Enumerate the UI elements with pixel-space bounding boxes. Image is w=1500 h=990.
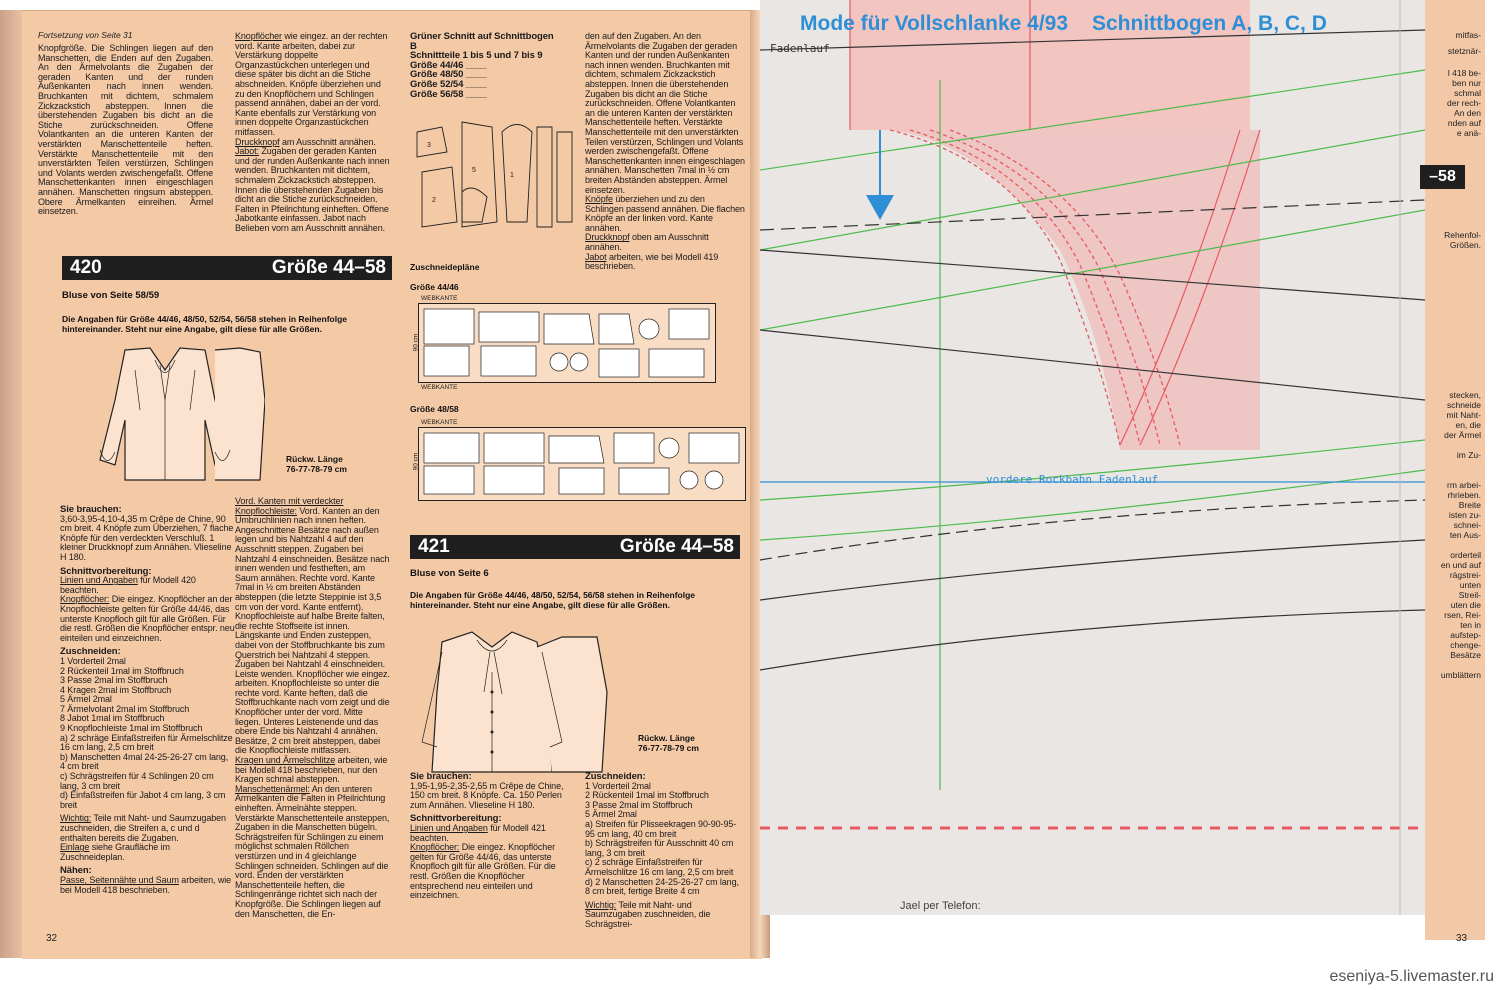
strip-fragment: orderteil: [1450, 550, 1481, 560]
cut-421-item: 3 Passe 2mal im Stoffbruch: [585, 799, 693, 810]
continuation-note: Fortsetzung von Seite 31: [38, 30, 133, 40]
strip-fragment: rägstrei-: [1449, 570, 1481, 580]
einlage-label: Einlage: [60, 842, 90, 853]
green-head: Grüner Schnitt auf Schnittbogen B: [410, 31, 554, 52]
sew-text: arbeiten, wie bei Modell 418 beschrieben.: [60, 874, 232, 895]
c2-p6-label: Manschettenärmel:: [235, 783, 310, 794]
strip-fragment: nden auf: [1447, 118, 1481, 128]
strip-fragment: der rech-: [1446, 98, 1481, 108]
model-421-size-note: Die Angaben für Größe 44/46, 48/50, 52/54, 56/58 stehen in Reihenfolge hintereinander. Steht nur eine Angabe, gilt diese für alle Größen.: [410, 590, 696, 610]
model-421-text: [410, 772, 575, 905]
strip-fragment: rm arbei-: [1446, 480, 1481, 490]
c2-p4: Vord. Kanten an den Umbruchlinien nach innen heften. Angeschnittene Besätze nach außen legen und bis Nahtzahl 4 auf den Ausschnitt steppen. Zugaben bei Nahtzahl 4 einschneiden. Besätze nach innen wenden und festheften, am Saum annähen. Rechte vord. Kante 7mal in ½ cm breiten Abständen absteppen (die letzte Steppinie ist 3,5 cm von der vord. Kante entfernt). Knopflochleiste auf halbe Breite falten, die rechte Stoffseite ist innen. Längskante und Enden zusteppen, dabei von der Stoffbruchkante bis zum Querstrich bei Nahtzahl 4 steppen. Zugaben bei Nahtzahl 4 einschneiden. Leiste wenden. Knopflöcher wie eingez. arbeiten. Knopflochleiste so unter die rechte vord. Kante heften, daß die Stoffbruchkante nach vorn zeigt und die Knopflöcher unter der vord. Mitte liegen. Unteres Leistenende und das obere Ende bis Nahtzahl 4 annähen. Besätze, 2 cm breit absteppen, dabei die Knopflochleiste mitfassen.: [235, 505, 390, 756]
cutting-layout-1-pieces: [419, 304, 715, 382]
cutting-layout-2: [412, 419, 746, 501]
c2-p5-label: Kragen und Ärmelschlitze: [235, 755, 336, 766]
strip-fragment: rhrieben.: [1447, 490, 1481, 500]
green-pattern-info: Grüner Schnitt auf Schnittbogen B Schnittteile 1 bis 5 und 7 bis 9 Größe 44/46 ____ Größe 48/50 ____ Größe 52/54 ____ Größe 56/58 ____: [410, 31, 554, 100]
buttonholes-421-label: Knopflöcher:: [410, 842, 460, 853]
svg-text:1: 1: [510, 172, 514, 179]
strip-fragment: aufstep-: [1450, 630, 1481, 640]
prep-421-link: Linien und Angaben: [410, 822, 488, 833]
c4-jabot: arbeiten, wie bei Modell 419 beschrieben.: [585, 251, 719, 272]
c2-p4-label: Vord. Kanten mit verdeckter Knopflochleiste:: [235, 496, 344, 516]
buttonholes-421-text: Die eingez. Knopflöcher gelten für Größe 44/46, das unterste Knopfloch gilt für alle Größen. Für die restl. Größen die Knopflöcher entsprechend neu einteilen und einzeichnen.: [410, 842, 556, 901]
prep-421-heading: Schnittvorbereitung:: [410, 813, 502, 825]
cut-item: d) Einfaßstreifen für Jabot 4 cm lang, 3 cm breit: [60, 790, 226, 810]
important-label: Wichtig:: [60, 813, 92, 824]
strip-fragment: An den: [1454, 108, 1481, 118]
strip-fragment: isten zu-: [1448, 510, 1481, 520]
strip-fragment: Besätze: [1450, 650, 1481, 660]
strip-fragment: mitfas-: [1455, 30, 1481, 40]
strip-fragment: ten Aus-: [1449, 530, 1481, 540]
strip-fragment: Größen.: [1449, 240, 1481, 250]
cut-item: 8 Jabot 1mal im Stoffbruch: [60, 713, 165, 724]
strip-fragment: schneide: [1446, 400, 1481, 410]
cut-421-item: a) Streifen für Plisseekragen 90-90-95-95 cm lang, 40 cm breit: [585, 818, 737, 839]
cut-item: 5 Ärmel 2mal: [60, 694, 112, 705]
buttonholes-text: Die eingez. Knopflöcher an der Knopflochleiste gelten für Größe 44/46, das unterste Knopfloch gilt für alle Größen. Für die restl. Größen die Knopflöcher entspr. neu einteilen und einzeichnen.: [60, 594, 235, 643]
cut-item: 1 Vorderteil 2mal: [60, 655, 126, 666]
page-number-right: 33: [1456, 933, 1468, 944]
strip-fragment: schnei-: [1453, 520, 1481, 530]
column-4-bottom: [585, 772, 745, 934]
strip-fragment: ten in: [1460, 620, 1481, 630]
prep-heading: Schnittvorbereitung:: [60, 565, 152, 577]
c4-druck-label: Druckknopf: [585, 232, 630, 243]
size-48: Größe 48/50: [410, 69, 464, 81]
strip-fragment: im Zu-: [1456, 450, 1481, 460]
cut-item: 3 Passe 2mal im Stoffbruch: [60, 675, 168, 686]
strip-fragment: ben nur: [1452, 78, 1481, 88]
needs-421-text: 1,95-1,95-2,35-2,55 m Crêpe de Chine, 150 cm breit. 8 Knöpfe. Ca. 150 Perlen zum Annähen. Vlieseline H 180.: [410, 780, 564, 810]
strip-fragment: Streil-: [1458, 590, 1481, 600]
strip-fragment: stecken,: [1449, 390, 1481, 400]
cut-item: 7 Ärmelvolant 2mal im Stoffbruch: [60, 703, 190, 714]
c2-p2-label: Druckknopf: [235, 136, 280, 147]
svg-text:5: 5: [472, 167, 476, 174]
svg-text:2: 2: [432, 197, 436, 204]
model-420-subtitle: Bluse von Seite 58/59: [62, 290, 160, 301]
left-page-edge: [0, 10, 22, 958]
needs-heading: Sie brauchen:: [60, 504, 122, 515]
cut-item: c) Schrägstreifen für 4 Schlingen 20 cm lang, 3 cm breit: [60, 771, 214, 791]
cut-421-heading: Zuschneiden:: [585, 771, 646, 782]
pattern-sheet-drawing: [760, 0, 1425, 915]
model-420-back-length: 76-77-78-79 cm: [286, 464, 347, 474]
watermark: eseniya-5.livemaster.ru: [1329, 968, 1494, 985]
model-420-text: [60, 505, 235, 899]
c2-p2: am Ausschnitt annähen.: [281, 136, 376, 147]
cut-421-item: 5 Ärmel 2mal: [585, 809, 637, 820]
model-420-size: Größe 44–58: [271, 257, 386, 278]
webkante-label: WEBKANTE: [421, 419, 458, 426]
pattern-sheet: [760, 0, 1425, 915]
strip-fragment: unten: [1459, 580, 1481, 590]
sew-link: Passe, Seitennähte und Saum: [60, 874, 179, 885]
important-text: Teile mit Naht- und Saumzugaben zuschneiden, die Streifen a, c und d enthalten bereits die Zugaben.: [60, 813, 226, 843]
c4-knopfe-label: Knöpfe: [585, 194, 613, 205]
page-number-left: 32: [46, 933, 58, 944]
model-421-number: 421: [418, 536, 450, 557]
cut-421-item: d) 2 Manschetten 24-25-26-27 cm lang, 8 cm breit, fertige Breite 4 cm: [585, 876, 739, 897]
cutting-layout-1: [412, 295, 716, 391]
strip-fragment: schmal: [1454, 88, 1481, 98]
strip-fragment: der Ärmel: [1444, 430, 1481, 440]
strip-fragment: chenge-: [1450, 640, 1481, 650]
svg-text:3: 3: [427, 142, 431, 149]
strip-fragment: Breite: [1458, 500, 1481, 510]
webkante-label: WEBKANTE: [421, 384, 458, 391]
c2-p3-label: Jabot:: [235, 146, 259, 157]
important-421-text: Teile mit Naht- und Saumzugaben zuschneiden, die Schrägstrei-: [585, 899, 711, 929]
column-4-top: [585, 32, 745, 276]
c2-p1: wie eingez. an der rechten vord. Kante arbeiten, dabei zur Verstärkung doppelte Organzastückchen unterlegen und diese später bis dicht an die Stiche abschneiden. Knöpfe überziehen und zu den Knopflöchern und Schlingen passend annähen, dabei an der vord. Kante ebenfalls zur Verstärkung von innen doppelte Organzastückchen mitfassen.: [235, 31, 388, 137]
strip-fragment: umblättern: [1440, 670, 1481, 680]
c2-p3: Zugaben der geraden Kanten und der runden Außenkante nach innen wenden. Bruchkanten mit dichtem, schmalem Zickzackstich absteppen. Innen die überstehenden Zugaben bis dicht an die Stiche zurückschneiden. Falten in Pfeilrichtung einheften. Offene Jabotkante einfassen. Jabot nach Belieben vorn am Ausschnitt annähen.: [235, 146, 390, 233]
strip-fragment: e anä-: [1456, 128, 1481, 138]
sheet-title: Mode für Vollschlanke 4/93: [800, 12, 1069, 35]
width-label: 90 cm: [412, 333, 420, 352]
strip-fragment: l 418 be-: [1447, 68, 1481, 78]
cut-heading: Zuschneiden:: [60, 646, 121, 658]
cut-item: b) Manschetten 4mal 24-25-26-27 cm lang, 4 cm breit: [60, 751, 229, 772]
c2-p6: An den unteren Ärmelkanten die Falten in Pfeilrichtung einheften. Ärmelnähte steppen. Verstärkte Manschettenteile ansteppen, Zugaben in die Manschetten bügeln. Schrägstreifen für Schlingen zu einem möglichst schmalen Röllchen verstürzen und in 4 gleichlange Schlingen schneiden. Schlingen auf die vord. Enden der verstärkten Manschettenteile heften, die Schlingenränge richtet sich nach der Knopfgröße. Die Schlingen liegen auf den Manschetten, die En-: [235, 783, 390, 919]
cut-item: 9 Knopflochleiste 1mal im Stoffbruch: [60, 723, 203, 734]
c4-top: den auf den Zugaben. An den Ärmelvolants die Zugaben der geraden Kanten und der runden Außenkanten nach innen wenden. Bruchkanten mit dichtem, schmalem Zickzackstich absteppen. Innen die überstehenden Zugaben bis dicht an die Stiche zurückschneiden. Offene Volantkanten an die unteren Kanten der verstärkten Manschettenteile heften. Verstärkte Manschettenteile mit den unverstärkten Teilen verstürzen, Schlingen und Volants werden zwischengefaßt. Offene Manschettenkanten innen eingeschlagen annähen. Manschetten 7mal in ½ cm breiten Abständen absteppen. Ärmel einsetzen.: [585, 31, 745, 195]
c4-druck: oben am Ausschnitt annähen.: [585, 232, 709, 253]
model-421-back-length: 76-77-78-79 cm: [638, 743, 699, 753]
plans-heading: Zuschneidepläne: [410, 262, 480, 272]
width-label: 90 cm: [412, 452, 420, 471]
cut-421-item: 1 Vorderteil 2mal: [585, 780, 651, 791]
plan1-label: Größe 44/46: [410, 282, 459, 292]
prep-link: Linien und Angaben: [60, 575, 138, 586]
strip-fragment: uten die: [1450, 600, 1481, 610]
cutting-layout-2-pieces: [419, 428, 745, 500]
bottom-text: Jael per Telefon:: [900, 900, 981, 912]
needs-text: 3,60-3,95-4,10-4,35 m Crêpe de Chine, 90 cm breit. 4 Knöpfe zum Überziehen, 7 flache Knöpfe für den verdeckten Verschluß. 1 kleiner Druckknopf zum Annähen. Vlieseline H 180.: [60, 513, 234, 562]
model-421-back-length-label: Rückw. Länge: [638, 733, 695, 743]
col1-text: Knopfgröße. Die Schlingen liegen auf den Manschetten, die Enden auf den Zugaben. An den Ärmelvolants die Zugaben der geraden Kanten und der runden Außenkanten nach innen wenden. Bruchkanten mit dichtem, schmalem Zickzackstich absteppen. Innen die überstehenden Zugaben bis dicht an die Stiche zurückschneiden. Offene Volantkanten an die unteren Kanten der verstärkten Manschettenteile heften. Verstärkte Manschettenteile mit den unverstärkten Teilen verstürzen, Schlingen und Volants werden zwischengefaßt. Offene Manschettenkanten innen eingeschlagen annähen. Manschetten ringsum absteppen. Obere Ärmelkanten einreihen. Ärmel einsetzen.: [38, 43, 213, 217]
model-421-header: [410, 535, 740, 559]
cut-421-item: b) Schrägstreifen für Ausschnitt 40 cm lang, 3 cm breit: [585, 838, 734, 858]
sew-heading: Nähen:: [60, 865, 92, 877]
model-420-back-length-label: Rückw. Länge: [286, 454, 343, 464]
right-strip-text: [1425, 30, 1483, 700]
model-420-header: [62, 256, 392, 280]
strip-fragment: stetznär-: [1447, 46, 1481, 56]
column-2-bottom: [235, 497, 390, 923]
green-parts: Schnittteile 1 bis 5 und 7 bis 9: [410, 50, 543, 62]
cut-421-item: c) 2 schräge Einfaßstreifen für Ärmelschlitze 16 cm lang, 2,5 cm breit: [585, 857, 734, 877]
pattern-pieces-diagram: [412, 112, 577, 237]
c2-p1-label: Knopflöcher: [235, 31, 282, 41]
size-56: Größe 56/58: [410, 88, 464, 100]
cut-item: a) 2 schräge Einfaßstreifen für Ärmelschlitze 16 cm lang, 2,5 cm breit: [60, 732, 233, 753]
size-44: Größe 44/46: [410, 59, 464, 71]
fadenlauf-label: Fadenlauf: [770, 42, 830, 55]
cut-item: 2 Rückenteil 1mal im Stoffbruch: [60, 665, 184, 676]
size-52: Größe 52/54: [410, 78, 464, 90]
strip-fragment: rsen, Rei-: [1444, 610, 1481, 620]
einlage-text: siehe Graufläche im Zuschneideplan.: [60, 842, 170, 862]
c4-knopfe: überziehen und zu den Schlingen passend annähen. Die flachen Knöpfe an der linken vord. Kante annähen.: [585, 194, 745, 233]
rockbahn-label: vordere Rockbahn Fadenlauf: [986, 473, 1159, 486]
model-420-size-note: Die Angaben für Größe 44/46, 48/50, 52/54, 56/58 stehen in Reihenfolge hintereinander. Steht nur eine Angabe, gilt diese für alle Größen.: [62, 314, 348, 334]
sheet-title-2: Schnittbogen A, B, C, D: [1092, 12, 1327, 35]
column-2-top: [235, 32, 390, 237]
c4-jabot-label: Jabot: [585, 251, 607, 262]
blouse-420-sketch: [65, 340, 265, 485]
buttonholes-label: Knopflöcher:: [60, 594, 110, 605]
model-421-size: Größe 44–58: [619, 536, 734, 557]
prep-421-text: für Modell 421 beachten.: [410, 822, 546, 843]
plan2-label: Größe 48/58: [410, 404, 459, 414]
strip-fragment: mit Naht-: [1446, 410, 1481, 420]
prep-text: für Modell 420 beachten.: [60, 575, 196, 595]
important-421-label: Wichtig:: [585, 899, 617, 910]
column-1-top: [38, 44, 213, 221]
webkante-label: WEBKANTE: [421, 295, 458, 302]
strip-size-bar: –58: [1420, 165, 1465, 189]
model-420-number: 420: [70, 257, 102, 278]
needs-421-heading: Sie brauchen:: [410, 771, 472, 782]
c2-p5: arbeiten, wie bei Modell 418 beschrieben, nur den Kragen schmal absteppen.: [235, 755, 388, 785]
cut-item: 4 Kragen 2mal im Stoffbruch: [60, 684, 172, 695]
strip-fragment: en und auf: [1440, 560, 1481, 570]
strip-fragment: Rehenfol-: [1444, 230, 1481, 240]
cut-421-item: 2 Rückenteil 1mal im Stoffbruch: [585, 790, 709, 801]
model-421-subtitle: Bluse von Seite 6: [410, 568, 489, 579]
blouse-421-sketch: [412, 622, 612, 782]
strip-fragment: en, die: [1455, 420, 1481, 430]
